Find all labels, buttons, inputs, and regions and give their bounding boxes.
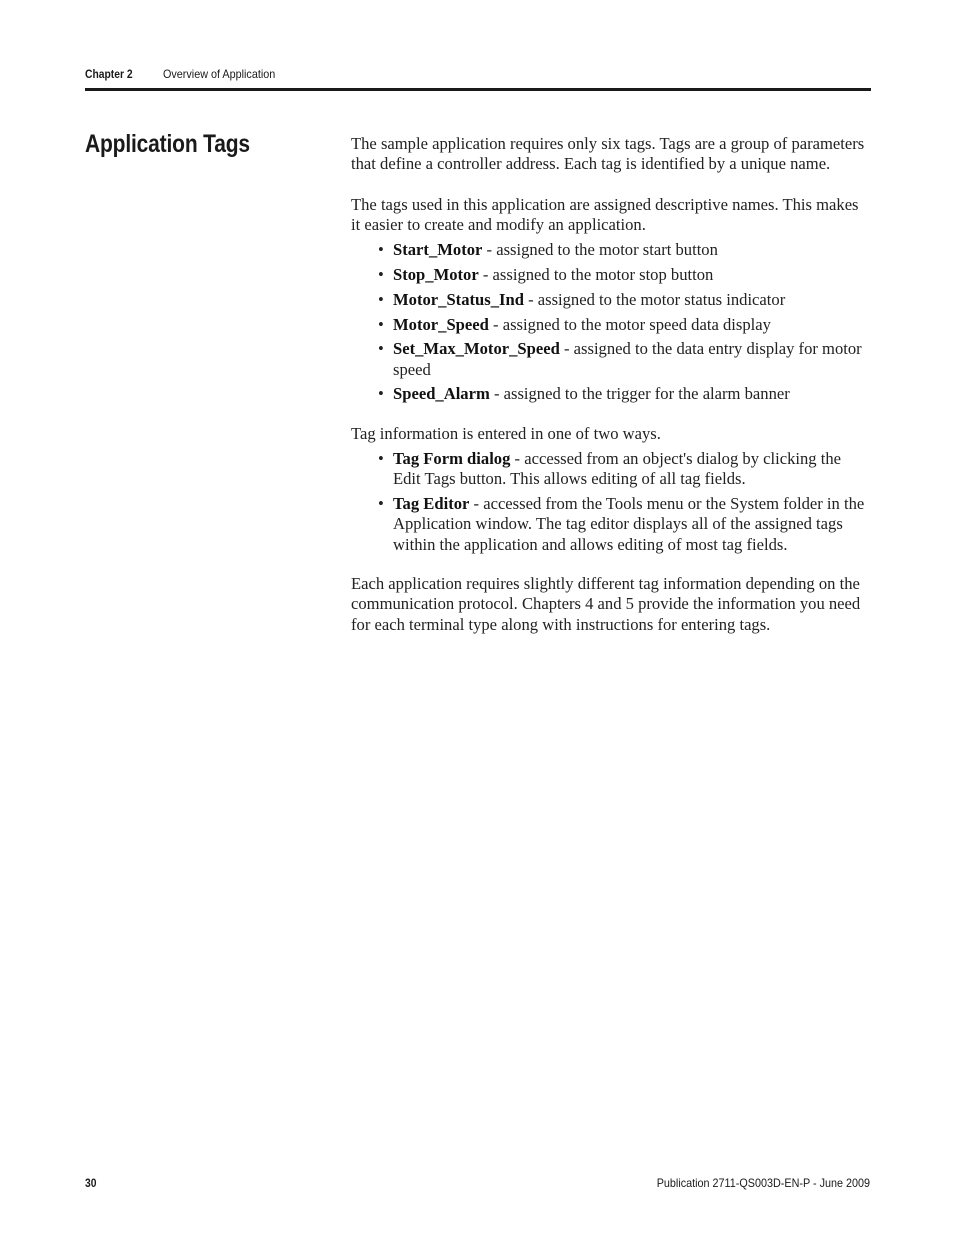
tag-description: - assigned to the motor stop button xyxy=(478,264,714,284)
list-item xyxy=(378,384,869,404)
list-item xyxy=(378,240,869,260)
page-number: 30 xyxy=(85,1176,97,1190)
tag-name: Motor_Speed xyxy=(393,314,489,334)
method-name: Tag Form dialog xyxy=(393,449,511,469)
tags-intro-paragraph: The tags used in this application are assigned descriptive names. This makes it easier to create and modify an application. xyxy=(351,194,859,234)
tag-name: Set_Max_Motor_Speed xyxy=(393,339,560,359)
tag-description: - assigned to the motor speed data display xyxy=(488,314,771,334)
method-description: - accessed from the Tools menu or the System folder in the Application window. The tag editor displays all of the assigned tags within the application and allows editing of most tag fields. xyxy=(393,494,865,554)
bullet-icon: • xyxy=(378,494,384,514)
bullet-icon: • xyxy=(378,339,384,359)
tag-description: - assigned to the motor start button xyxy=(482,240,718,260)
tag-description: - assigned to the trigger for the alarm banner xyxy=(489,384,790,404)
tag-name: Motor_Status_Ind xyxy=(393,289,524,309)
list-item xyxy=(378,494,869,555)
closing-paragraph: Each application requires slightly different tag information depending on the communication protocol. Chapters 4 and 5 provide the information you need for each terminal type along with instructions for entering tags. xyxy=(351,574,861,634)
intro-paragraph: The sample application requires only six tags. Tags are a group of parameters that define a controller address. Each tag is identified by a unique name. xyxy=(351,134,865,174)
list-item xyxy=(378,264,869,285)
method-list xyxy=(351,449,869,555)
method-description: - accessed from an object's dialog by clicking the Edit Tags button. This allows editing of all tag fields. xyxy=(393,449,842,489)
tag-description: - assigned to the motor status indicator xyxy=(523,289,786,309)
publication-info: Publication 2711-QS003D-EN-P - June 2009 xyxy=(656,1176,870,1190)
header-rule xyxy=(85,88,871,91)
list-item xyxy=(378,314,869,335)
bullet-icon: • xyxy=(378,289,384,309)
method-name: Tag Editor xyxy=(393,494,470,514)
bullet-icon: • xyxy=(378,240,384,260)
methods-intro-paragraph: Tag information is entered in one of two ways. xyxy=(351,423,661,443)
tag-description: - assigned to the data entry display for motor speed xyxy=(393,339,862,379)
body-text xyxy=(351,134,869,655)
tag-name: Start_Motor xyxy=(393,240,483,260)
bullet-icon: • xyxy=(378,264,384,284)
list-item xyxy=(378,339,869,380)
chapter-label: Chapter 2 xyxy=(85,67,133,81)
section-heading: Application Tags xyxy=(85,130,250,158)
tag-name: Speed_Alarm xyxy=(393,384,490,404)
bullet-icon: • xyxy=(378,384,384,404)
bullet-icon: • xyxy=(378,314,384,334)
running-header xyxy=(85,64,276,84)
chapter-title: Overview of Application xyxy=(163,67,276,81)
tag-list xyxy=(351,240,869,405)
tag-name: Stop_Motor xyxy=(393,264,479,284)
list-item xyxy=(378,289,869,310)
bullet-icon: • xyxy=(378,449,384,469)
list-item xyxy=(378,449,869,490)
